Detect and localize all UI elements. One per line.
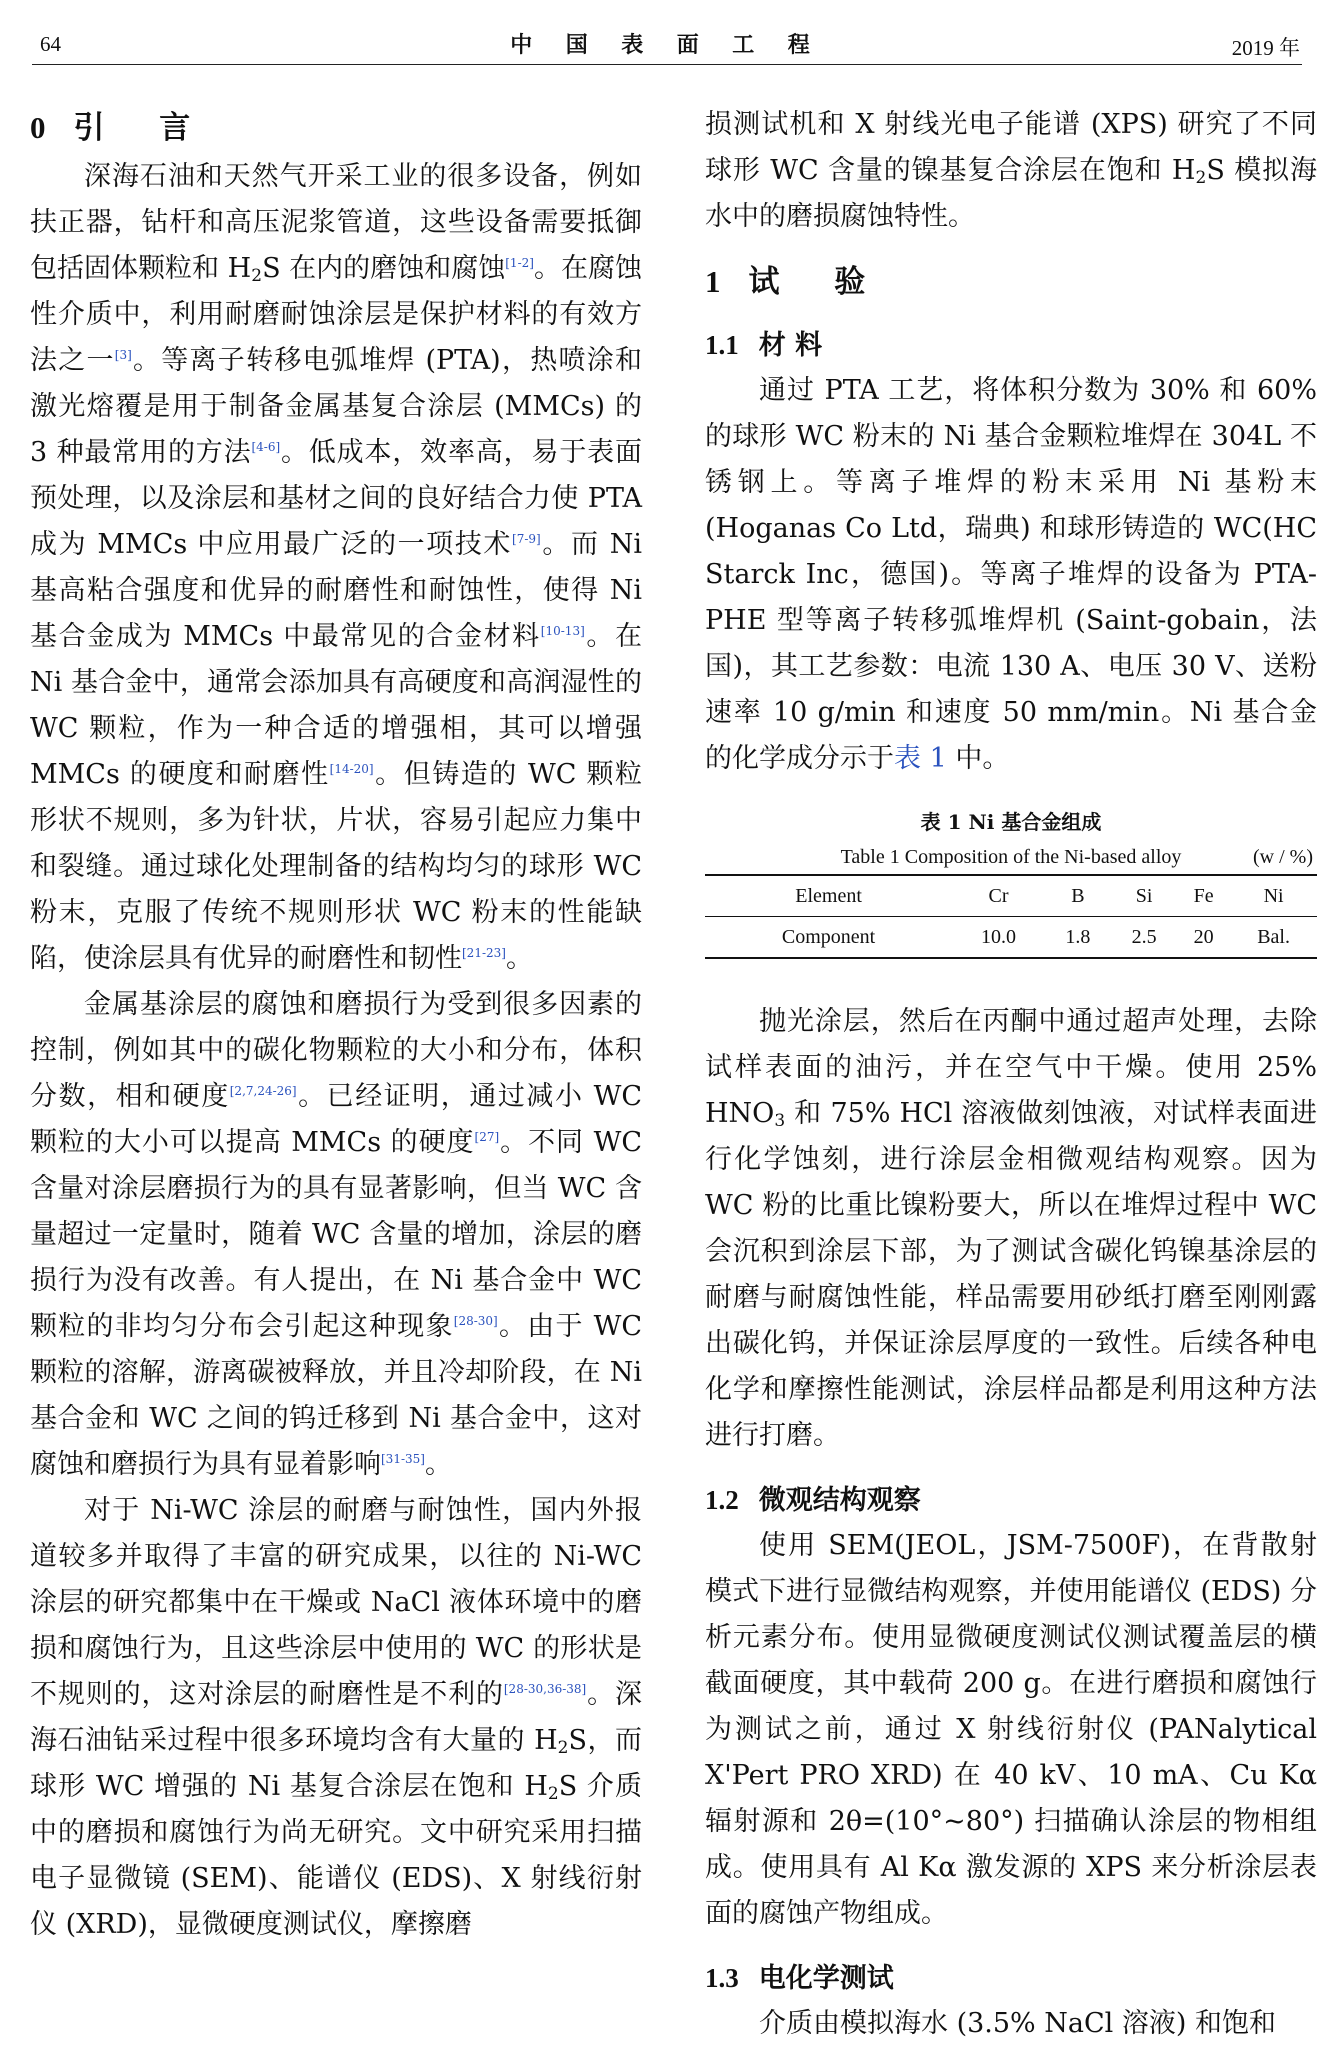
- table-cell: 20: [1193, 925, 1214, 948]
- table-cell: Bal.: [1257, 925, 1290, 948]
- intro-paragraph-1: 深海石油和天然气开采工业的很多设备，例如扶正器，钻杆和高压泥浆管道，这些设备需要抵御包括固体颗粒和 $H_2S$ 在内的磨蚀和腐蚀[1-2]。在腐蚀性介质中，利用耐磨耐蚀涂层是保护材料的有效方法之一[3]。等离子转移电弧堆焊 (PTA)，热喷涂和激光熔覆是用于制备金属基复合涂层 (MMCs) 的 3 种最常用的方法[4-6]。低成本，效率高，易于表面预处理，以及涂层和基材之间的良好结合力使 PTA 成为 MMCs 中应用最广泛的一项技术[7-9]。而 Ni 基高粘合强度和优异的耐磨性和耐蚀性，使得 Ni 基合金成为 MMCs 中最常见的合金材料[10-13]。在 Ni 基合金中，通常会添加具有高硬度和高润湿性的 WC 颗粒，作为一种合适的增强相，其可以增强 MMCs 的硬度和耐磨性[14-20]。但铸造的 WC 颗粒形状不规则，多为针状，片状，容易引起应力集中和裂缝。通过球化处理制备的结构均匀的球形 WC 粉末，克服了传统不规则形状 WC 粉末的性能缺陷，使涂层具有优异的耐磨性和韧性[21-23]。: [30, 161, 643, 974]
- polishing-paragraph: 抛光涂层，然后在丙酮中通过超声处理，去除试样表面的油污，并在空气中干燥。使用 25% $HNO_3$ 和 75% HCl 溶液做刻蚀液，对试样表面进行化学蚀刻，进行涂层金相微观结构观察。因为 WC 粉的比重比镍粉要大，所以在堆焊过程中 WC 会沉积到涂层下部，为了测试含碳化钨镍基涂层的耐磨与耐腐蚀性能，样品需要用砂纸打磨至刚刚露出碳化钨，并保证涂层厚度的一致性。后续各种电化学和摩擦性能测试，涂层样品都是利用这种方法进行打磨。: [705, 1006, 1317, 1451]
- microstructure-paragraph: 使用 SEM(JEOL，JSM-7500F)，在背散射模式下进行显微结构观察，并使用能谱仪 (EDS) 分析元素分布。使用显微硬度测试仪测试覆盖层的横截面硬度，其中载荷 200 g。在进行磨损和腐蚀行为测试之前，通过 X 射线衍射仪 (PANalytical X'Pert PRO XRD) 在 40 kV、10 mA、Cu Kα 辐射源和 2θ=(10°~80°) 扫描确认涂层的物相组成。使用具有 Al Kα 激发源的 XPS 来分析涂层表面的腐蚀产物组成。: [705, 1530, 1317, 1929]
- citation[interactable]: [31-35]: [381, 1452, 425, 1466]
- right-column: [705, 104, 1317, 2047]
- subsection-title: 电化学测试: [758, 1963, 894, 1994]
- table-header-cell: Si: [1135, 884, 1153, 907]
- subsection-heading-electrochemical: [705, 1955, 1317, 2001]
- page-number: 64: [40, 32, 61, 56]
- table-header-cell: B: [1071, 884, 1085, 907]
- citation[interactable]: [4-6]: [251, 440, 281, 454]
- table-cell: Component: [781, 925, 876, 948]
- subsection-number: 1.1: [705, 330, 739, 360]
- publication-year: 2019 年: [1231, 36, 1300, 60]
- table-header-cell: Cr: [988, 884, 1009, 907]
- composition-table: [705, 874, 1317, 959]
- table-caption-cn: 表 1 Ni 基合金组成: [920, 810, 1102, 834]
- citation[interactable]: [3]: [114, 348, 132, 362]
- electrochemical-paragraph: 介质由模拟海水 (3.5% NaCl 溶液) 和饱和: [759, 2008, 1277, 2039]
- citation[interactable]: [28-30,36-38]: [503, 1682, 587, 1696]
- subsection-heading-materials: [705, 322, 1317, 368]
- intro-paragraph-3: 对于 Ni-WC 涂层的耐磨与耐蚀性，国内外报道较多并取得了丰富的研究成果，以往的 Ni-WC 涂层的研究都集中在干燥或 NaCl 液体环境中的磨损和腐蚀行为，且这些涂层中使用的 WC 的形状是不规则的，这对涂层的耐磨性是不利的[28-30,36-38]。深海石油钻采过程中很多环境均含有大量的 $H_2S$，而球形 WC 增强的 Ni 基复合涂层在饱和 $H_2S$ 介质中的磨损和腐蚀行为尚无研究。文中研究采用扫描电子显微镜 (SEM)、能谱仪 (EDS)、X 射线衍射仪 (XRD)，显微硬度测试仪，摩擦磨: [30, 1495, 642, 1940]
- intro-paragraph-3-continued: 损测试机和 X 射线光电子能谱 (XPS) 研究了不同球形 WC 含量的镍基复合涂层在饱和 $H_2S$ 模拟海水中的磨损腐蚀特性。: [705, 109, 1317, 232]
- journal-title: 中 国 表 面 工 程: [510, 32, 824, 57]
- table-cell: 10.0: [980, 925, 1016, 948]
- section-heading-experiment: [705, 260, 1317, 304]
- citation[interactable]: [7-9]: [512, 532, 541, 546]
- section-number: 1: [705, 264, 721, 299]
- table-row: [705, 917, 1317, 959]
- section-title: 试 验: [748, 264, 888, 300]
- subsection-number: 1.3: [705, 1963, 739, 1993]
- table-header-row: [705, 875, 1317, 917]
- table-caption-en: Table 1 Composition of the Ni-based alloy (w / %): [705, 840, 1317, 874]
- section-heading-introduction: [30, 106, 642, 150]
- table-unit: (w / %): [1253, 846, 1313, 868]
- citation[interactable]: [2,7,24-26]: [229, 1084, 297, 1098]
- running-header: [32, 28, 1302, 65]
- subsection-number: 1.2: [705, 1485, 739, 1515]
- table-header-cell: Ni: [1263, 884, 1284, 907]
- table-reference-link[interactable]: 表 1: [894, 743, 947, 774]
- citation[interactable]: [10-13]: [540, 624, 585, 638]
- section-number: 0: [30, 110, 46, 145]
- citation[interactable]: [1-2]: [505, 256, 534, 270]
- subsection-title: 材 料: [758, 330, 823, 361]
- table-1: [705, 804, 1317, 959]
- left-column: [30, 104, 642, 1948]
- citation[interactable]: [28-30]: [453, 1314, 498, 1328]
- citation[interactable]: [27]: [474, 1130, 500, 1144]
- table-cell: 2.5: [1131, 925, 1157, 948]
- subsection-heading-microstructure: [705, 1477, 1317, 1523]
- citation[interactable]: [21-23]: [462, 946, 506, 960]
- materials-paragraph: 通过 PTA 工艺，将体积分数为 30% 和 60% 的球形 WC 粉末的 Ni 基合金颗粒堆焊在 304L 不锈钢上。等离子堆焊的粉末采用 Ni 基粉末 (Hoganas Co Ltd，瑞典) 和球形铸造的 WC(HC Starck Inc，德国)。等离子堆焊的设备为 PTA-PHE 型等离子转移弧堆焊机 (Saint-gobain，法国)，其工艺参数：电流 130 A、电压 30 V、送粉速率 10 g/min 和速度 50 mm/min。Ni 基合金的化学成分示于表 1 中。: [705, 375, 1317, 774]
- table-header-cell: Fe: [1193, 884, 1214, 907]
- subsection-title: 微观结构观察: [758, 1485, 921, 1516]
- citation[interactable]: [14-20]: [329, 762, 374, 776]
- table-header-cell: Element: [795, 884, 862, 907]
- intro-paragraph-2: 金属基涂层的腐蚀和磨损行为受到很多因素的控制，例如其中的碳化物颗粒的大小和分布，体积分数，相和硬度[2,7,24-26]。已经证明，通过减小 WC 颗粒的大小可以提高 MMCs 的硬度[27]。不同 WC 含量对涂层磨损行为的具有显著影响，但当 WC 含量超过一定量时，随着 WC 含量的增加，涂层的磨损行为没有改善。有人提出，在 Ni 基合金中 WC 颗粒的非均匀分布会引起这种现象[28-30]。由于 WC 颗粒的溶解，游离碳被释放，并且冷却阶段，在 Ni 基合金和 WC 之间的钨迁移到 Ni 基合金中，这对腐蚀和磨损行为具有显着影响[31-35]。: [30, 989, 643, 1480]
- section-title: 引 言: [73, 110, 213, 146]
- table-cell: 1.8: [1065, 925, 1091, 948]
